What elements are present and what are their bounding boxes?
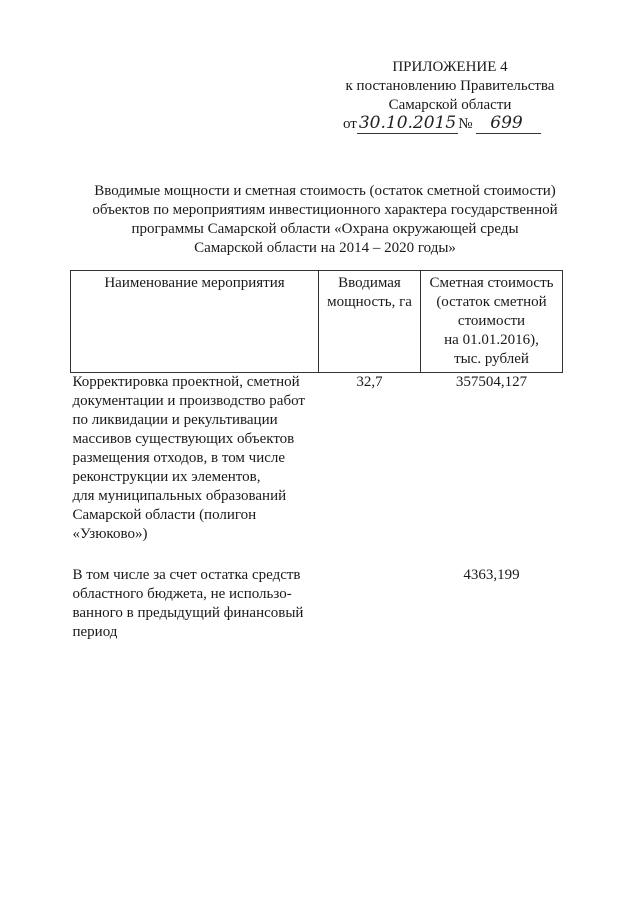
appendix-header xyxy=(340,58,560,115)
table-header-row xyxy=(71,271,563,373)
row-name-cell xyxy=(71,566,319,642)
row-spacer xyxy=(71,544,563,566)
appendix-title: ПРИЛОЖЕНИЕ 4 xyxy=(392,59,508,75)
title-line: Самарской области на 2014 – 2020 годы» xyxy=(194,240,456,256)
row-cost-cell: 357504,127 xyxy=(455,374,528,390)
capacity-cost-table xyxy=(70,270,563,642)
row-name-line: размещения отходов, в том числе xyxy=(72,450,286,466)
date-prefix: от xyxy=(343,116,357,132)
row-name-line: документации и производство работ xyxy=(72,393,305,409)
title-line: Вводимые мощности и сметная стоимость (остаток сметной стоимости) xyxy=(94,183,556,199)
header-capacity-line: мощность, га xyxy=(327,294,412,310)
header-name xyxy=(71,271,319,373)
header-cost xyxy=(421,271,563,373)
table-row xyxy=(71,566,563,642)
row-name-line: ванного в предыдущий финансовый xyxy=(72,605,304,621)
header-capacity xyxy=(319,271,421,373)
row-capacity-cell: 32,7 xyxy=(356,374,383,390)
row-name-cell xyxy=(71,373,319,545)
row-capacity-cell xyxy=(319,566,421,642)
number-prefix: № xyxy=(458,116,473,132)
document-title xyxy=(60,182,590,258)
row-name-line: массивов существующих объектов xyxy=(72,431,295,447)
header-cost-line: Сметная стоимость xyxy=(429,275,554,291)
row-name-line: реконструкции их элементов, xyxy=(72,469,261,485)
title-line: объектов по мероприятиям инвестиционного характера государственной xyxy=(92,202,558,218)
header-capacity-line: Вводимая xyxy=(338,275,401,291)
appendix-region: Самарской области xyxy=(388,97,512,113)
row-name-line: «Узюково») xyxy=(72,526,148,542)
row-name-line: по ликвидации и рекультивации xyxy=(72,412,278,428)
row-cost-cell: 4363,199 xyxy=(463,567,520,583)
row-name-line: областного бюджета, не использо- xyxy=(72,586,292,602)
document-date-line xyxy=(343,113,541,133)
appendix-subtitle: к постановлению Правительства xyxy=(345,78,555,94)
row-name-line: Корректировка проектной, сметной xyxy=(72,374,300,390)
table-row xyxy=(71,373,563,545)
row-name-line: Самарской области (полигон xyxy=(72,507,257,523)
header-cost-line: тыс. рублей xyxy=(454,351,529,367)
row-name-line: период xyxy=(72,624,118,640)
handwritten-date: 30.10.2015 xyxy=(358,113,457,133)
header-cost-line: на 01.01.2016), xyxy=(444,332,539,348)
row-name-line: для муниципальных образований xyxy=(72,488,287,504)
title-line: программы Самарской области «Охрана окружающей среды xyxy=(131,221,519,237)
row-name-line: В том числе за счет остатка средств xyxy=(72,567,301,583)
handwritten-number: 699 xyxy=(476,113,540,134)
header-cost-line: (остаток сметной xyxy=(436,294,547,310)
header-cost-line: стоимости xyxy=(457,313,526,329)
header-name-label: Наименование мероприятия xyxy=(104,275,285,291)
